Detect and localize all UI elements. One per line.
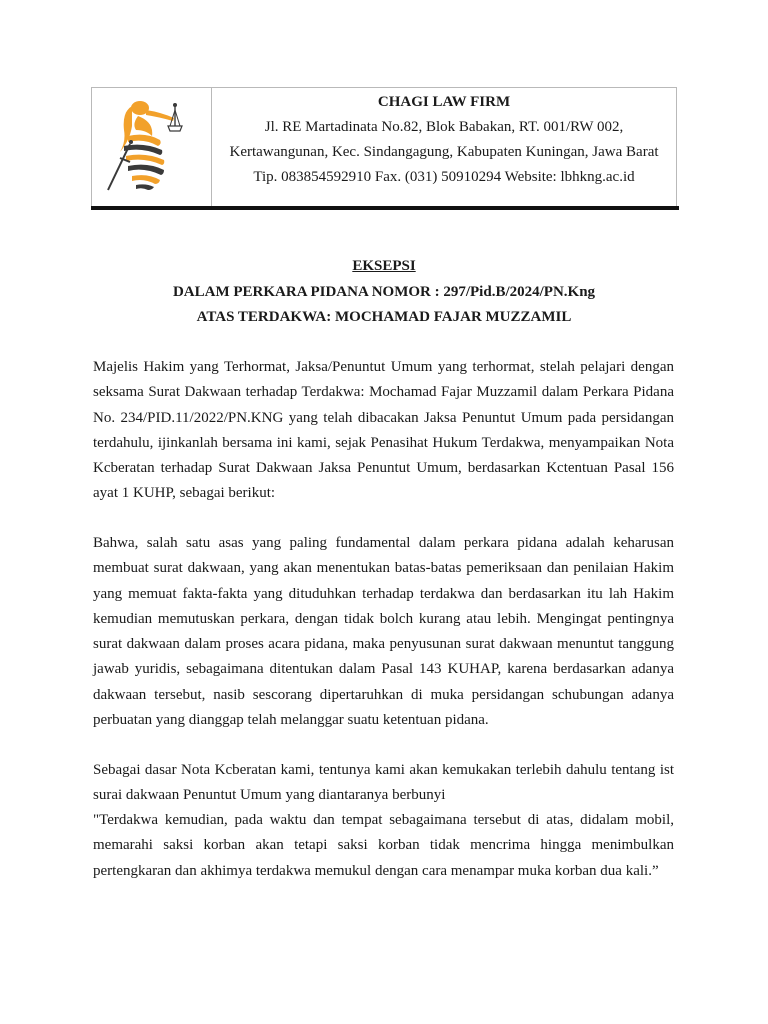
firm-address-line-1: Jl. RE Martadinata No.82, Blok Babakan, RT. 001/RW 002,: [264, 119, 624, 135]
body-paragraph-quote: "Terdakwa kemudian, pada waktu dan tempat sebagaimana tersebut di atas, didalam mobil, memarahi saksi korban akan tetapi saksi korban tidak mencrima hingga menimbulkan pertengkaran dan akhimya terdakwa memukul dengan cara menampar muka korban dua kali.”: [93, 812, 674, 879]
letterhead-rule: [91, 206, 679, 210]
logo-cell: [92, 88, 212, 207]
firm-contact-line: Tip. 083854592910 Fax. (031) 50910294 Website: lbhkng.ac.id: [253, 169, 635, 185]
scales-of-justice-logo: [102, 96, 200, 196]
firm-name: CHAGI LAW FIRM: [377, 94, 511, 110]
document-title: EKSEPSI: [352, 258, 416, 274]
body-paragraph-opening: Majelis Hakim yang Terhormat, Jaksa/Penuntut Umum yang terhormat, stelah pelajari dengan seksama Surat Dakwaan terhadap Terdakwa: Mochamad Fajar Muzzamil dalam Perkara Pidana No. 234/PID.11/2022/PN.KNG yang telah dibacakan Jaksa Penuntut Umum pada persidangan terdahulu, ijinkanlah bersama ini kami, sejak Penasihat Hukum Terdakwa, menyampaikan Nota Kcberatan terhadap Surat Dakwaan Jaksa Penuntut Umum, berdasarkan Kctentuan Pasal 156 ayat 1 KUHP, sebagai berikut:: [93, 359, 674, 502]
case-number-heading: DALAM PERKARA PIDANA NOMOR : 297/Pid.B/2024/PN.Kng: [172, 284, 596, 300]
letterhead: [91, 87, 677, 207]
body-paragraph-basis: Sebagai dasar Nota Kcberatan kami, tentunya kami akan kemukakan terlebih dahulu tentang ist surai dakwaan Penuntut Umum yang diantaranya berbunyi: [93, 762, 674, 804]
body-paragraph-principle: Bahwa, salah satu asas yang paling fundamental dalam perkara pidana adalah keharusan membuat surat dakwaan, yang akan menentukan batas-batas pemeriksaan dan penilaian Hakim yang memuat fakta-fakta yang dituduhkan terhadap terdakwa dan berdasarkan itu lah Hakim kemudian memutuskan perkara, dengan tidak bolch kurang atau lebih. Mengingat pentingnya surat dakwaan dalam proses acara pidana, maka penyusunan surat dakwaan menuntut tanggung jawab yuridis, sebagaimana ditentukan dalam Pasal 143 KUHAP, karena berdasarkan adanya dakwaan tersebut, nasib sescorang dipertaruhkan di muka persidangan schubungan adanya perbuatan yang dianggap telah melanggar suatu ketentuan pidana.: [93, 535, 674, 729]
defendant-heading: ATAS TERDAKWA: MOCHAMAD FAJAR MUZZAMIL: [196, 309, 572, 325]
firm-address-line-2: Kertawangunan, Kec. Sindangagung, Kabupaten Kuningan, Jawa Barat: [229, 144, 659, 160]
